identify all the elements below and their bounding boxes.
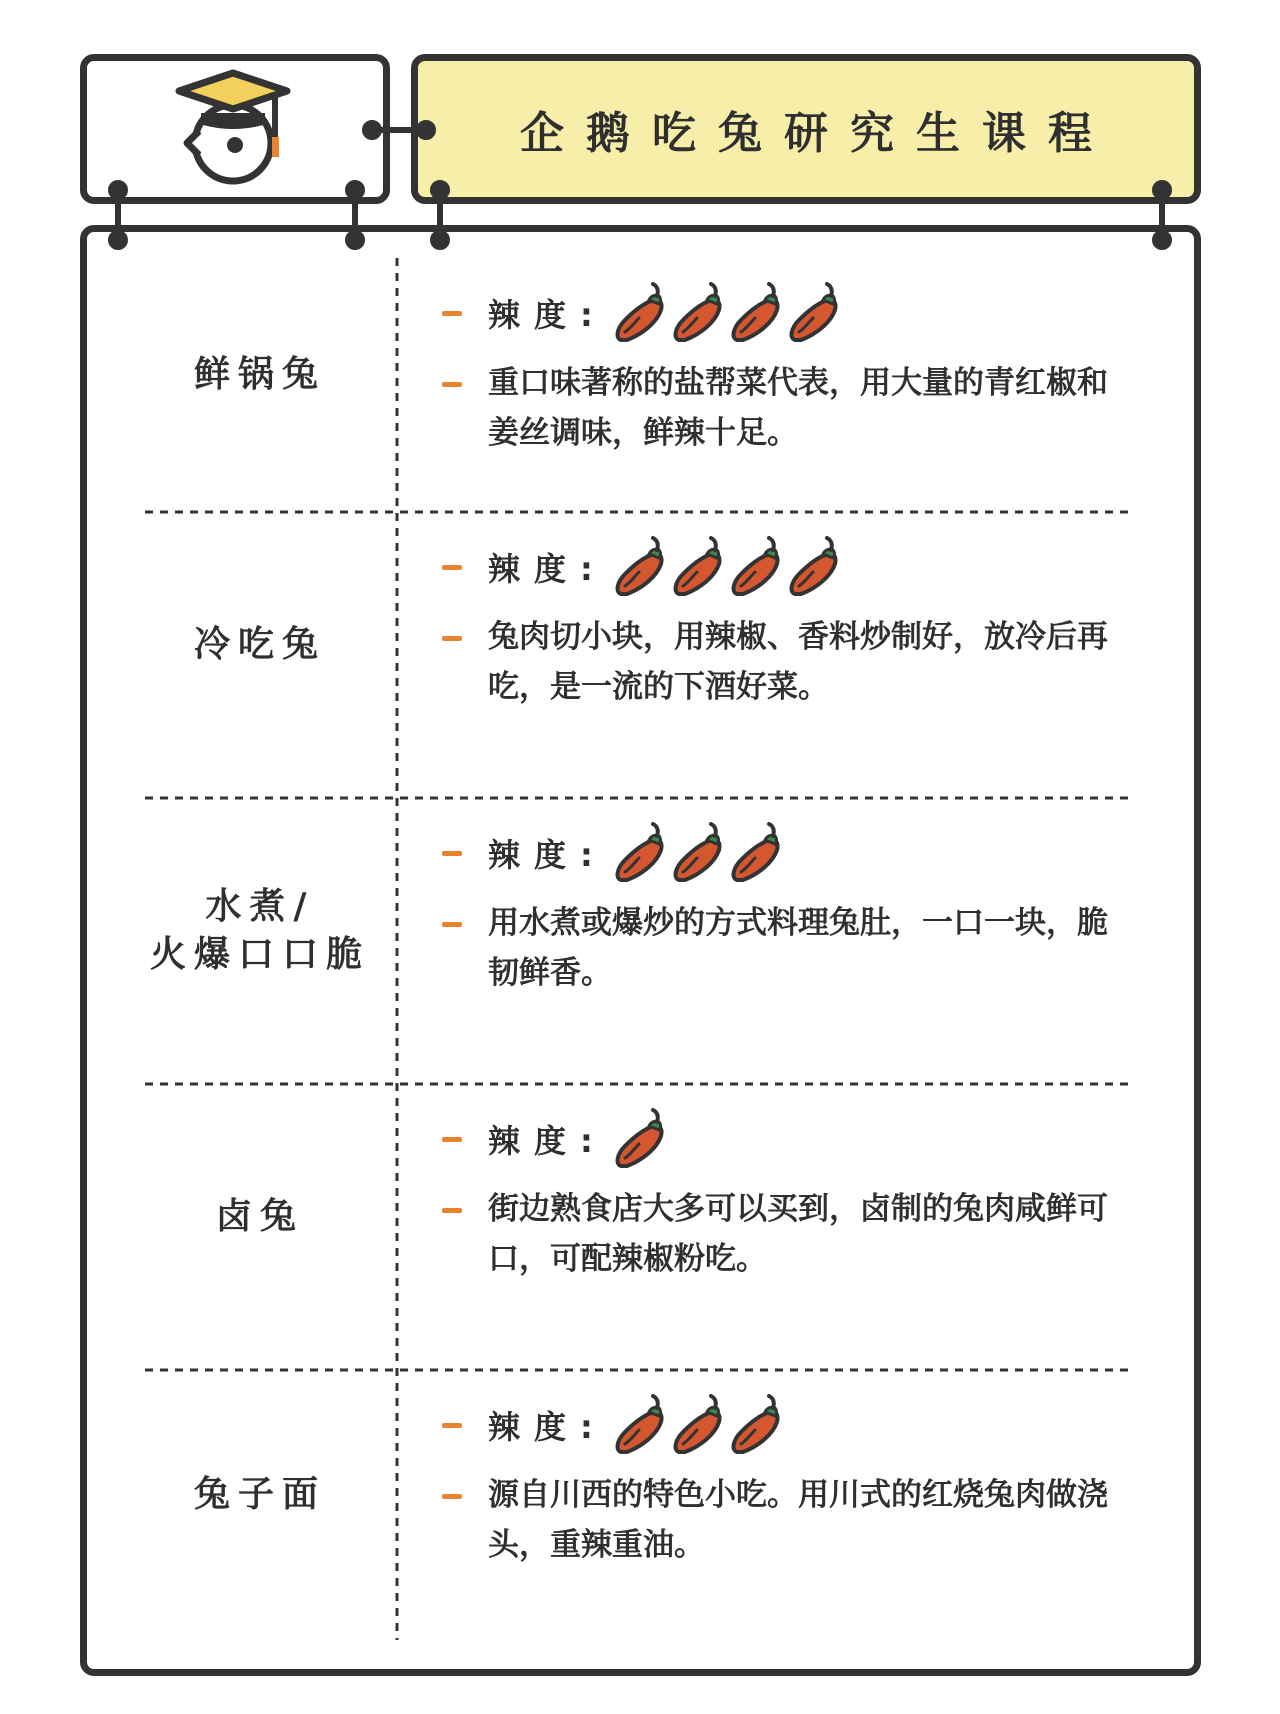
- description-text: 街边熟食店大多可以买到，卤制的兔肉咸鲜可口，可配辣椒粉吃。: [488, 1191, 1108, 1277]
- graduation-cap-penguin-icon: [87, 61, 383, 197]
- chili-pepper-icon: [613, 282, 667, 344]
- pepper-rating: [613, 1394, 787, 1456]
- spicy-label: 辣度:: [488, 836, 607, 874]
- bullet-dash: [442, 382, 462, 387]
- description-text: 兔肉切小块，用辣椒、香料炒制好，放冷后再吃，是一流的下酒好菜。: [488, 619, 1108, 705]
- page-title: 企鹅吃兔研究生课程: [520, 108, 1114, 159]
- dish-name: [140, 1193, 380, 1241]
- dish-name: [140, 1471, 380, 1519]
- dish-name-line: 鲜锅兔: [193, 354, 326, 395]
- chili-pepper-icon: [613, 822, 667, 884]
- bullet-dash: [442, 311, 462, 316]
- dish-description: [442, 1184, 1142, 1284]
- logo-box: [80, 54, 390, 204]
- pepper-rating: [613, 1108, 671, 1170]
- spicy-level: [442, 1395, 787, 1455]
- bullet-dash: [442, 851, 462, 856]
- chili-pepper-icon: [787, 536, 841, 598]
- chili-pepper-icon: [729, 1394, 783, 1456]
- chili-pepper-icon: [671, 536, 725, 598]
- pepper-rating: [613, 822, 787, 884]
- bullet-dash: [442, 1137, 462, 1142]
- pepper-rating: [613, 536, 845, 598]
- spicy-label: 辣度:: [488, 550, 607, 588]
- chili-pepper-icon: [671, 282, 725, 344]
- spicy-label: 辣度:: [488, 1122, 607, 1160]
- bullet-dash: [442, 922, 462, 927]
- spicy-level: [442, 823, 787, 883]
- dish-description: [442, 898, 1142, 998]
- dish-name-line: 火爆口口脆: [149, 934, 370, 975]
- spicy-level: [442, 537, 845, 597]
- dish-description: [442, 612, 1142, 712]
- dish-description: [442, 358, 1142, 458]
- dish-description: [442, 1470, 1142, 1570]
- chili-pepper-icon: [729, 822, 783, 884]
- dish-name: [140, 883, 380, 979]
- chili-pepper-icon: [671, 822, 725, 884]
- chili-pepper-icon: [787, 282, 841, 344]
- bullet-dash: [442, 1208, 462, 1213]
- chili-pepper-icon: [729, 536, 783, 598]
- pepper-rating: [613, 282, 845, 344]
- chili-pepper-icon: [729, 282, 783, 344]
- spicy-label: 辣度:: [488, 1408, 607, 1446]
- dish-name-line: 卤兔: [215, 1196, 304, 1237]
- description-text: 用水煮或爆炒的方式料理兔肚，一口一块，脆韧鲜香。: [488, 905, 1108, 991]
- description-text: 源自川西的特色小吃。用川式的红烧兔肉做浇头，重辣重油。: [488, 1477, 1108, 1563]
- spicy-label: 辣度:: [488, 296, 607, 334]
- dish-name-line: 冷吃兔: [193, 624, 326, 665]
- description-text: 重口味著称的盐帮菜代表，用大量的青红椒和姜丝调味，鲜辣十足。: [488, 365, 1108, 451]
- bullet-dash: [442, 1423, 462, 1428]
- bullet-dash: [442, 1494, 462, 1499]
- bullet-dash: [442, 565, 462, 570]
- chili-pepper-icon: [613, 536, 667, 598]
- chili-pepper-icon: [671, 1394, 725, 1456]
- chili-pepper-icon: [613, 1394, 667, 1456]
- title-box: [411, 54, 1201, 204]
- dish-name-line: 兔子面: [193, 1474, 326, 1515]
- dish-name: [140, 621, 380, 669]
- dish-name-line: 水煮/: [205, 886, 315, 927]
- spicy-level: [442, 1109, 671, 1169]
- chili-pepper-icon: [613, 1108, 667, 1170]
- bullet-dash: [442, 636, 462, 641]
- dish-name: [140, 351, 380, 399]
- spicy-level: [442, 283, 845, 343]
